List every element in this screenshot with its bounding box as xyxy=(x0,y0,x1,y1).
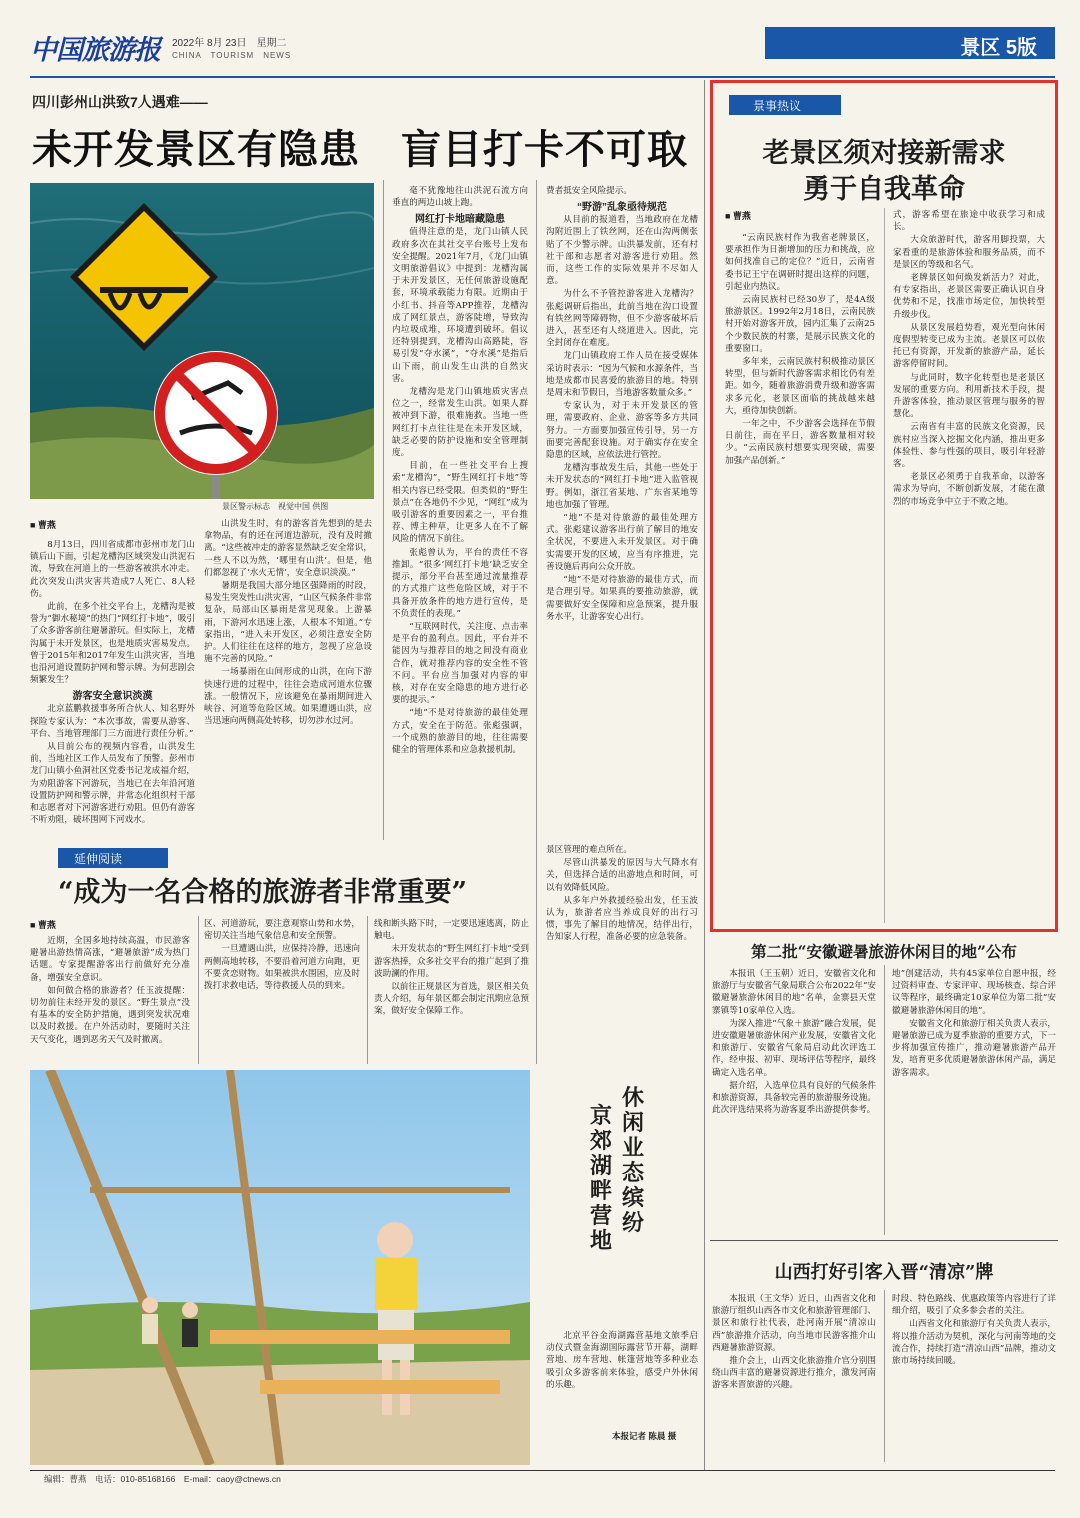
children-playground-photo xyxy=(30,1070,530,1465)
shanxi-paragraph: 时段、特色路线、优惠政策等内容进行了详细介绍，吸引了众多参会者的关注。 xyxy=(892,1294,1056,1317)
feature-byline: ■ 曹燕 xyxy=(30,920,56,930)
lead-paragraph: 龙槽沟事故发生后，其他一些处于未开发状态的“网红打卡地”进入监管视野。例如，浙江省某地、广东省某地等地也加强了管理。 xyxy=(546,463,698,510)
feature-tag xyxy=(58,848,168,868)
hot-topic-col-divider xyxy=(884,208,885,923)
lead-subhead: “野游”乱象亟待规范 xyxy=(577,202,667,214)
lead-paragraph: 专家认为，对于未开发景区的管理，需要政府、企业、游客等多方共同努力。一方面要加强宣传引导，另一方面要完善配套设施。对于确实存在安全隐患的区域，应依法进行管控。 xyxy=(546,401,698,461)
lead-paragraph: 从目前的报道看，当地政府在龙槽沟附近围上了铁丝网，还在山沟两侧张贴了不少警示牌。山洪暴发前，还有村社干部和志愿者对游客进行劝阻。然而，这些工作的实际效果并不尽如人意。 xyxy=(546,215,698,287)
hot-topic-byline: ■ 曹燕 xyxy=(725,211,751,221)
hot-topic-paragraph: 云南民族村已经30岁了，是4A级旅游景区。1992年2月18日，云南民族村开始对游客开放，园内汇集了云南25个少数民族的村寨，是展示民族文化的重要窗口。 xyxy=(725,295,875,354)
feature-paragraph: 近期，全国多地持续高温，市民游客避暑出游热情高涨，“避暑旅游”成为热门话题。专家提醒游客出行前做好充分准备，增强安全意识。 xyxy=(30,936,190,983)
lead-paragraph: “地”不是对待旅游的最佳方式，而是合理引导。如果真的要推动旅游，就需要做好安全保障和应急预案，提升服务水平，让游客安心出行。 xyxy=(546,575,698,622)
lead-kicker: 四川彭州山洪致7人遇难—— xyxy=(32,94,208,110)
feature-paragraph: 未开发状态的“野生网红打卡地”受到游客热捧，众多社交平台的推广起到了推波助澜的作用。 xyxy=(374,944,529,979)
lead-paragraph: 此前，在多个社交平台上，龙槽沟是被誉为“御水秘境”的热门“网红打卡地”，吸引了众多游客前往避暑游玩。但实际上，龙槽沟属于未开发景区，也是地质灾害易发点。曾于2015年和2017年发生山洪灾害，当地也沿河道设置防护网和警示牌。为何悲剧会频繁发生？ xyxy=(30,602,195,686)
feature-paragraph: 以前往正规景区为首选，景区相关负责人介绍，每年景区都会制定汛期应急预案，做好安全保障工作。 xyxy=(374,982,529,1017)
lead-paragraph: 暑期是我国大部分地区强降雨的时段，易发生突发性山洪灾害，“山区气候条件非常复杂，局部山区暴雨是常见现象。上游暴雨，下游河水迅速上涨，人根本不知道。”专家指出，“进入未开发区，必须注意安全防护。人们往往在这样的地方，忽视了应急设施不完善的风险。” xyxy=(204,581,372,665)
beijing-photo xyxy=(30,1070,530,1465)
lead-col-divider xyxy=(536,180,537,840)
masthead xyxy=(30,22,1055,74)
english-name: CHINA TOURISM NEWS xyxy=(172,51,292,60)
beijing-credit: 本报记者 陈晨 摄 xyxy=(612,1431,677,1441)
footer-rule xyxy=(30,1470,1055,1471)
main-col-divider xyxy=(704,80,705,1470)
anhui-paragraph: 地”创建活动，共有45家单位自愿申报，经过资料审查、专家评审、现场核查、综合评议等程序，最终确定10家单位为第二批“安徽避暑旅游休闲目的地”。 xyxy=(892,969,1056,1016)
lead-col-divider xyxy=(383,180,384,840)
hot-topic-paragraph: 式，游客希望在旅途中收获学习和成长。 xyxy=(893,210,1045,233)
footer-editor: 编辑：曹燕 电话：010-85168166 E-mail：caoy@ctnews.cn xyxy=(44,1474,281,1484)
hot-topic-paragraph: 老牌景区如何焕发新活力？对此，有专家指出，老景区需要正确认识自身优势和不足，找准市场定位，加快转型升级步伐。 xyxy=(893,273,1045,320)
shanxi-paragraph: 本报讯（王文华）近日，山西省文化和旅游厅组织山西各市文化和旅游管理部门、景区和旅行社代表，赴河南开展“清凉山西”旅游推介活动，向当地市民游客推介山西避暑旅游资源。 xyxy=(712,1294,876,1353)
lead-headline: 未开发景区有隐患 盲目打卡不可取 xyxy=(32,126,688,173)
feature-paragraph: 从多年户外救援经验出发，任玉波认为，旅游者应当养成良好的出行习惯，事先了解目的地情况，结伴出行，告知家人行程，准备必要的应急装备。 xyxy=(546,895,698,943)
beijing-caption xyxy=(546,1330,698,1425)
anhui-paragraph: 为深入推进“气象＋旅游”融合发展，促进安徽避暑旅游休闲产业发展，安徽省文化和旅游厅、安徽省气象局启动此次评选工作，经申报、初审、现场评估等程序，最终确定入选名单。 xyxy=(712,1018,876,1078)
lead-paragraph: 龙槽沟是龙门山镇地质灾害点位之一，经常发生山洪。如果人群被冲到下游，很难施救。当地一些网红打卡点往往是在未开发区域，缺乏必要的防护设施和安全管理制度。 xyxy=(392,387,528,459)
lead-column-1 xyxy=(30,518,195,838)
feature-paragraph: 尽管山洪暴发的原因与大气降水有关，但选择合适的出游地点和时间，可以有效降低风险。 xyxy=(546,858,698,893)
beijing-title-col1: 京郊湖畔营地 xyxy=(590,1103,613,1254)
lead-subhead: 游客安全意识淡漠 xyxy=(72,691,153,703)
hot-topic-paragraph: 从景区发展趋势看，观光型向休闲度假型转变已成为主流。老景区可以依托已有资源，开发新的旅游产品，延长游客停留时间。 xyxy=(893,322,1045,370)
feature-col-divider xyxy=(367,916,368,1064)
section-label-text: 景区 5版 xyxy=(960,37,1037,59)
anhui-paragraph: 据介绍，入选单位具有良好的气候条件和旅游资源，具备较完善的旅游服务设施。此次评选结果将为游客夏季出游提供参考。 xyxy=(712,1080,876,1116)
lead-paragraph: “地”不是对待旅游的最佳处理方式，安全在于防范。张彪强调，一个成熟的旅游目的地，往往需要健全的管理体系和应急救援机制。 xyxy=(392,708,528,755)
lead-paragraph: 毫不犹豫地往山洪泥石流方向垂直的两边山坡上跑。 xyxy=(392,186,528,209)
hot-topic-paragraph: 多年来，云南民族村积极推动景区转型，但与新时代游客需求相比仍有差距。如今，随着旅游消费升级和游客需求多元化，老景区面临的挑战越来越大，亟待加快创新。 xyxy=(725,357,875,416)
lead-column-2 xyxy=(204,518,372,838)
warning-sign-photo xyxy=(30,183,374,499)
feature-column-4 xyxy=(546,844,698,1064)
shanxi-paragraph: 推介会上，山西文化旅游推介官分别围绕山西丰富的避暑资源进行推介，激发河南游客来晋旅游的兴趣。 xyxy=(712,1356,876,1391)
hot-topic-tag xyxy=(729,95,841,115)
hot-topic-paragraph: 老景区必须勇于自我革命，以游客需求为导向，不断创新发展，才能在激烈的市场竞争中立于不败之地。 xyxy=(893,472,1045,507)
feature-col-divider xyxy=(198,916,199,1064)
date-line: 2022年 8月 23日 星期二 xyxy=(172,38,287,49)
feature-paragraph: 区、河道游玩，要注意观察山势和水势，密切关注当地气象信息和安全预警。 xyxy=(204,919,360,942)
anhui-column-1 xyxy=(712,968,876,1236)
anhui-col-divider xyxy=(884,965,885,1235)
feature-tag-text: 延伸阅读 xyxy=(74,852,123,866)
lead-paragraph: 从目前公布的视频内容看，山洪发生前，当地社区工作人员发布了预警。彭州市龙门山镇小鱼洞社区党委书记龙成福介绍，为劝阻游客下河游玩，当地已在去年沿河道设置防护网和警示牌，并常态化组织村干部和志愿者对下河游客进行劝阻。但仍有游客不听劝阻，破坏围网下河戏水。 xyxy=(30,742,195,826)
feature-paragraph: 线和断头路下时，一定要迅速逃离，防止触电。 xyxy=(374,919,529,942)
lead-column-3 xyxy=(392,185,528,835)
hot-topic-paragraph: “云南民族村作为我省老牌景区，要承担作为日渐增加的压力和挑战，应如何找准自己的定位？”近日，云南省委书记王宁在调研时提出这样的问题，引起业内热议。 xyxy=(725,233,875,292)
feature-column-1 xyxy=(30,918,190,1064)
lead-photo xyxy=(30,183,374,499)
hot-topic-paragraph: 云南省有丰富的民族文化资源，民族村应当深入挖掘文化内涵，推出更多体验性、参与性强的项目，吸引年轻游客。 xyxy=(893,422,1045,470)
hot-topic-headline-2: 勇于自我革命 xyxy=(803,174,965,205)
shanxi-paragraph: 山西省文化和旅游厅有关负责人表示，将以推介活动为契机，深化与河南等地的交流合作，持续打造“清凉山西”品牌，推动文旅市场持续回暖。 xyxy=(892,1319,1056,1367)
feature-column-2 xyxy=(204,918,360,1064)
feature-col-divider xyxy=(536,840,537,1064)
newspaper-logo: 中国旅游报 xyxy=(30,35,160,66)
lead-paragraph: 8月13日，四川省成都市彭州市龙门山镇后山下面，引起龙槽沟区域突发山洪泥石流，导致在河道上的一些游客被洪水冲走。此次突发山洪灾害共造成7人死亡、8人轻伤。 xyxy=(30,540,195,599)
lead-paragraph: 为什么不予管控游客进入龙槽沟？张彪调研后指出，此前当地在沟口设置有铁丝网等障碍物，但不少游客破坏后进入，甚至还有人绕道进入。因此，完全封闭存在难度。 xyxy=(546,289,698,349)
lead-paragraph: “互联网时代，关注度、点击率是平台的盈利点。因此，平台并不能因为与推荐目的地之间没有商业合作，就对推荐内容的安全性不管不问。平台应当加强对内容的审核，对存在安全隐患的地方进行必要的提示。” xyxy=(392,621,528,706)
shanxi-column-1 xyxy=(712,1293,876,1463)
lead-paragraph: 山洪发生时，有的游客首先想到的是去拿物品，有的还在河道边游玩，没有及时撤离。“这些被冲走的游客显然缺乏安全常识，一些人不以为然，‘哪里有山洪’。但是，他们都忽视了‘水火无情’，安全意识淡漠。” xyxy=(204,519,372,578)
lead-paragraph: 张彪曾认为，平台的责任不容推卸。“很多‘网红打卡地’缺乏安全提示，部分平台甚至通过流量推荐的方式推广这些危险区域，对于不具备开放条件的地方进行宣传，是不负责任的表现。” xyxy=(392,547,528,619)
masthead-rule xyxy=(30,76,1055,78)
lead-paragraph: 费者抵安全风险提示。 xyxy=(546,186,632,196)
feature-paragraph: 如何做合格的旅游者？任玉波提醒：切勿前往未经开发的景区。“野生景点”没有基本的安全防护措施，遇到突发状况难以及时救援。在户外活动时，要随时关注天气变化，遇到恶劣天气及时撤离。 xyxy=(30,985,190,1045)
shanxi-headline: 山西打好引客入晋“清凉”牌 xyxy=(774,1262,994,1283)
hot-topic-box xyxy=(710,80,1058,932)
lead-column-4 xyxy=(546,185,698,835)
section-label xyxy=(765,27,1055,59)
hot-topic-column-2 xyxy=(893,209,1045,924)
lead-byline: ■ 曹燕 xyxy=(30,520,56,530)
section-rule xyxy=(710,1240,1058,1241)
hot-topic-paragraph: 一年之中，不少游客会选择在节假日前往，而在平日，游客数量相对较少。“云南民族村想要实现突破，需要加强产品创新。” xyxy=(725,419,875,466)
anhui-paragraph: 本报讯（王玉朝）近日，安徽省文化和旅游厅与安徽省气象局联合公布2022年“安徽避暑旅游休闲目的地”名单，金寨县天堂寨镇等10家单位入选。 xyxy=(712,969,876,1016)
hot-topic-paragraph: 与此同时，数字化转型也是老景区发展的重要方向。利用新技术手段，提升游客体验，推动景区管理与服务的智慧化。 xyxy=(893,372,1045,420)
hot-topic-tag-text: 景事热议 xyxy=(753,99,802,113)
lead-paragraph: 目前，在一些社交平台上搜索“龙槽沟”，“野生网红打卡地”等相关内容已经受限。但类似的“野生景点”在各地仍不少见，“网红”成为吸引游客的重要因素之一，平台推荐、博主种草，让更多人在不了解风险的情况下前往。 xyxy=(392,461,528,545)
hot-topic-column-1 xyxy=(725,209,875,924)
shanxi-column-2 xyxy=(892,1293,1056,1463)
anhui-column-2 xyxy=(892,968,1056,1236)
feature-paragraph: 景区管理的难点所在。 xyxy=(546,845,632,855)
beijing-caption-text: 北京平谷金海湖露营基地文旅季启动仪式暨金海湖国际露营节开幕，湖畔营地、房车营地、帐篷营地等多种业态吸引众多游客前来体验，感受户外休闲的乐趣。 xyxy=(546,1331,698,1390)
lead-paragraph: 北京蓝鹏救援事务所合伙人、知名野外探险专家认为：“本次事故，需要从游客、平台、当地管理部门三方面进行责任分析。” xyxy=(30,704,195,739)
lead-paragraph: 一场暴雨在山间形成的山洪，在向下游快速行进的过程中，往往会造成河道水位骤涨。一般情况下，应该避免在暴雨期间进入峡谷、河道等危险区域。如果遭遇山洪，应当迅速向两侧高处转移，切勿涉水过河。 xyxy=(204,667,372,727)
lead-paragraph: “地”不是对待旅游的最佳处理方式。张彪建议游客出行前了解目的地安全状况，不要进入未开发景区。对于确实需要开发的区域，应当有序推进，完善设施后再向公众开放。 xyxy=(546,513,698,572)
lead-subhead: 网红打卡地暗藏隐患 xyxy=(415,214,505,226)
lead-paragraph: 值得注意的是，龙门山镇人民政府多次在其社交平台账号上发布安全提醒。2021年7月，《龙门山镇文明旅游倡议》中提到：龙槽沟属于未开发景区，无任何旅游设施配套，环境承载能力有限。近期由于小红书、抖音等APP推荐，龙槽沟成了网红景点，游客陡增，导致沟内垃圾成堆，环境遭到破坏。倡议还特别提到，龙槽沟山高路陡，容易引发“夺水溪”，“夺水溪”是指后山下雨，前山发生山洪的自然灾害。 xyxy=(392,227,528,384)
hot-topic-paragraph: 大众旅游时代，游客用脚投票，大家看重的是旅游体验和服务品质，而不是景区的等级和名气。 xyxy=(893,235,1045,270)
anhui-paragraph: 安徽省文化和旅游厅相关负责人表示，避暑旅游已成为夏季旅游的重要方式，下一步将加强宣传推广，推动避暑旅游产品开发，培育更多优质避暑旅游休闲产品，满足游客需求。 xyxy=(892,1018,1056,1078)
hot-topic-headline-1: 老景区须对接新需求 xyxy=(762,138,1006,169)
feature-column-3 xyxy=(374,918,529,1064)
feature-headline: “成为一名合格的旅游者非常重要” xyxy=(58,877,468,908)
lead-photo-caption: 景区警示标志 视觉中国 供图 xyxy=(222,502,329,511)
feature-paragraph: 一旦遭遇山洪，应保持冷静，迅速向两侧高地转移，不要沿着河道方向跑，更不要贪恋财物。如果被洪水围困，应及时拨打求救电话，等待救援人员的到来。 xyxy=(204,944,360,992)
beijing-title-col2: 休闲业态缤纷 xyxy=(622,1085,645,1236)
anhui-headline: 第二批“安徽避暑旅游休闲目的地”公布 xyxy=(751,942,1017,961)
shanxi-col-divider xyxy=(884,1290,885,1462)
lead-paragraph: 龙门山镇政府工作人员在接受媒体采访时表示：“因为气候和水源条件，当地是成都市民喜爱的旅游目的地。特别是周末和节假日，当地游客数量众多。” xyxy=(546,351,698,399)
